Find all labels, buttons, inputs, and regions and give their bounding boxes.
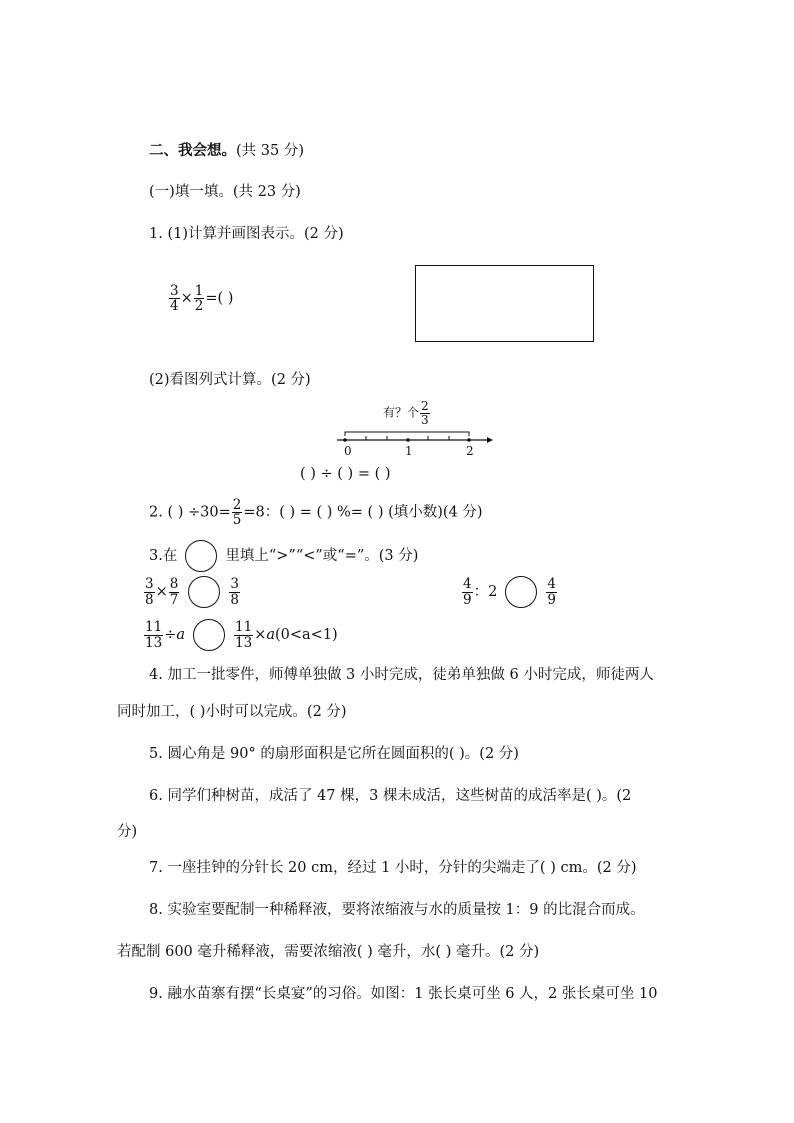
fraction: $\frac{1}{2}$ [194,283,204,315]
question-3b: $\frac{4}{9}$ ：2 $\frac{4}{9}$ [463,576,556,608]
tick-label-0: 0 [344,444,352,458]
question-8-line1: 8. 实验室要配制一种稀释液，要将浓缩液与水的质量按 1：9 的比混合而成。 [149,902,645,918]
operator: × [180,290,193,307]
section-score: (共 35 分) [236,143,304,159]
question-8-line2[interactable]: 若配制 600 毫升稀释液，需要浓缩液( ) 毫升，水( ) 毫升。(2 分) [117,944,540,960]
part-score: (共 23 分) [232,184,301,200]
fraction: $\frac{3}{4}$ [170,283,179,315]
question-3c: $\frac{11}{13}$ ÷a $\frac{11}{13}$ ×a(0<a<1) [145,619,338,651]
question-7[interactable]: 7. 一座挂钟的分针长 20 cm，经过 1 小时，分针的尖端走了( ) cm。(2 分) [149,860,637,876]
question-6-line2: 分) [117,824,138,840]
point-2 [467,438,471,442]
answer-blank[interactable]: =( ) [205,290,234,307]
compare-circle[interactable] [188,576,220,608]
answer-blank[interactable]: =8：( ) = ( ) %= ( ) (填小数)(4 分) [243,504,483,521]
question-2 [149,498,483,527]
question-3-prompt: 3.在 里填上“>”“<”或“=”。(3 分) [149,540,418,572]
fraction: $\frac{2}{3}$ [421,399,429,427]
part-heading [149,180,301,201]
question-1-line1: 1. (1)计算并画图表示。(2 分) [149,226,344,242]
question-9: 9. 融水苗寨有摆“长桌宴”的习俗。如图：1 张长桌可坐 6 人，2 张长桌可坐 10 [149,986,658,1002]
drawing-box[interactable] [415,265,594,342]
point-1 [406,438,410,442]
question-4-line2[interactable]: 同时加工，( )小时可以完成。(2 分) [117,704,347,720]
compare-circle-icon [185,540,217,572]
section-heading [149,139,304,160]
question-5[interactable]: 5. 圆心角是 90° 的扇形面积是它所在圆面积的( )。(2 分) [149,746,519,762]
arrow-head [487,437,493,443]
section-title: 二、我会想。 [149,142,236,159]
point-0 [343,438,347,442]
part-title: (一)填一填。 [149,184,233,200]
brace [345,432,469,436]
question-6-line1[interactable]: 6. 同学们种树苗，成活了 47 棵，3 棵未成活，这些树苗的成活率是( )。(2 [149,788,632,804]
question-4-line1: 4. 加工一批零件，师傅单独做 3 小时完成，徒弟单独做 6 小时完成，师徒两人 [149,667,654,683]
tick-label-2: 2 [466,444,474,458]
question-1-expression [168,284,233,313]
fraction: $\frac{2}{5}$ [232,497,242,529]
question-1-line2: (2)看图列式计算。(2 分) [149,372,311,388]
compare-circle[interactable] [505,576,537,608]
answer-blank-line[interactable]: ( ) ÷ ( ) = ( ) [300,466,391,482]
question-3a: $\frac{3}{8}$ × $\frac{8}{7}$ $\frac{3}{8}$ [145,576,239,608]
compare-circle[interactable] [193,619,225,651]
diagram-label: 有？个 $\frac{2}{3}$ [383,399,429,427]
tick-label-1: 1 [405,444,413,458]
answer-blank[interactable]: 2. ( ) ÷30= [149,504,231,521]
